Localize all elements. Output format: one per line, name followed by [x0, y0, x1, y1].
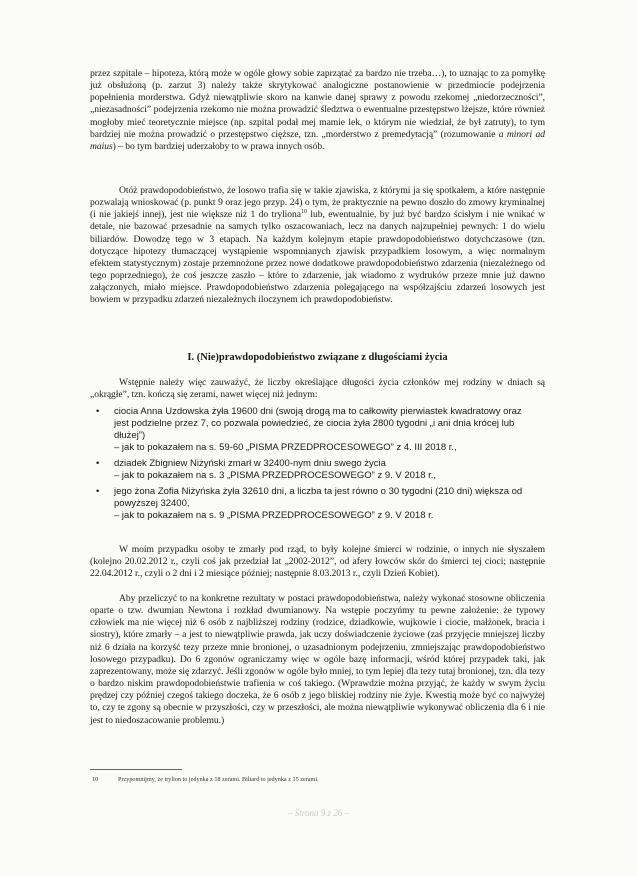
footnote [92, 776, 319, 783]
list-item [96, 406, 526, 454]
list-item [96, 486, 526, 522]
footnote-text: Przypomnijmy, że trylion to jedynka z 18 zerami. Biliard to jedynka z 15 zerami. [118, 776, 319, 783]
bullet-icon: • [96, 486, 100, 497]
paragraph-1 [90, 68, 545, 153]
paragraph-1-text: przez szpitale – hipoteza, którą może w ogóle głowy sobie zaprzątać za bardzo nie trzeba…), to uznając to za pomyłkę już obsłużoną (p. zarzut 3) należy także skrytykować analogiczne postanowienie w przedmiocie podejrzenia popełnienia morderstwa. Gdyż niewątpliwie skoro na kanwie danej sprawy z powodu rzekomej „niedorzeczności”, „niezasadności” podejrzenia rzekomo nie można prowadzić śledztwa o ewentualne przestępstwo lżejsze, które również mogłoby mieć teoretycznie miejsce (np. szpital podał mej mamie lek, o którym nie wiedział, że był zatruty), to tym bardziej nie można prowadzić o przestępstwo cięższe, tzn. „morderstwo z premedytacją” (rozumowanie [90, 68, 545, 140]
life-length-list [96, 406, 526, 526]
paragraph-2 [90, 185, 545, 307]
section-heading: I. (Nie)prawdopodobieństwo związane z długościami życia [187, 352, 448, 363]
paragraph-2-text-b: lub, ewentualnie, by już być bardzo ścisłym i nie wnikać w detale, nie bazować przesadnie na samych tylko oszacowaniach, lecz na danych najzupełniej pewnych: 1 do wielu biliardów. Dowodzę tego w 3 etapach. Na każdym kolejnym etapie prawdopodobieństwo dotychczasowe (tzn. dotyczące hipotezy tłumaczącej wystąpienie wspomnianych zjawisk przypadkiem losowym, a więc normalnym efektem statystycznym) zostaje przemnożone przez nowe dodatkowe prawdopodobieństwo zdarzenia (niezależnego od tego poprzedniego), że coś jeszcze zaszło – które to zdarzenie, jak wiadomo z wydruków przeze mnie już dawno załączonych, miało miejsce. Prawdopodobieństwo zdarzenia polegającego na współzajściu zdarzeń losowych jest bowiem w przypadku zdarzeń niezależnych iloczynem ich prawdopodobieństw. [90, 209, 545, 306]
footnote-ref-10: 10 [301, 209, 307, 216]
paragraph-1-tail: ) – bo tym bardziej uderzałoby to w prawa innych osób. [112, 140, 325, 152]
list-item-reference: – jak to pokazałem na s. 9 „PISMA PRZEDPROCESOWEGO” z 9. V 2018 r. [114, 510, 434, 521]
list-item [96, 458, 526, 482]
latin-phrase: a minori ad maius [90, 128, 545, 152]
paragraph-5: Aby przeliczyć to na konkretne rezultaty w postaci prawdopodobieństwa, należy wykonać stosowne obliczenia oparte o tzw. dwumian Newtona i rozkład dwumianowy. Na wstępie poczyńmy tu pewne założenie: że typowy człowiek ma nie więcej niż 6 osób z najbliższej rodziny (rodzice, dziadkowie, wujkowie i ciocie, małżonek, bracia i siostry), które zmarły – a jest to niewątpliwie prawda, jak uczy doświadczenie życiowe (zaś przyjęcie mniejszej liczby niż 6 działa na korzyść tezy przeze mnie bronionej, o uzasadnionym podejrzeniu, zmniejszając prawdopodobieństwo losowego przypadku). Do 6 zgonów ograniczamy więc w ogóle bazę informacji, wśród której przypadek taki, jak zaprezentowany, może się zdarzyć. Jeśli zgonów w ogóle było mniej, to tym lepiej dla tezy tutaj bronionej, tzn. dla tezy o bardzo niskim prawdopodobieństwie trafienia w coś takiego. (Wprawdzie można przyjąć, że każdy w swym życiu prędzej czy później czegoś takiego doczeka, że 6 osób z jego bliskiej rodziny nie żyje. Kwestią może być co najwyżej to, czy te zgony są obecnie w przyszłości, czy w przeszłości, ale można niewątpliwie wykonywać obliczenia dla 6 i nie jest to niedoszacowanie problemu.) [90, 593, 545, 726]
list-item-text: dziadek Zbigniew Niżyński zmarł w 32400-nym dniu swego życia [114, 458, 386, 469]
list-item-text: ciocia Anna Uzdowska żyła 19600 dni (swoją drogą ma to całkowity pierwiastek kwadratowy oraz jest podzielne przez 7, co pozwala powiedzieć, że ciocia żyła 2800 tygodni „i ani dnia krócej lub dłużej”) [114, 406, 522, 441]
list-item-reference: – jak to pokazałem na s. 3 „PISMA PRZEDPROCESOWEGO” z 9. V 2018 r., [114, 470, 437, 481]
bullet-icon: • [96, 458, 100, 469]
paragraph-2-text-a: Otóż prawdopodobieństwo, że losowo trafia się w takie zjawiska, z którymi ja się spotkałem, a które następnie pozwalają wnioskować (p. punkt 9 oraz jego przyp. 24) o tym, że praktycznie na pewno doszło do zmowy kryminalnej (i nie jakiejś innej), jest nie większe niż 1 do tryliona [90, 185, 545, 221]
footnote-divider [90, 769, 182, 770]
list-item-reference: – jak to pokazałem na s. 59-60 „PISMA PRZEDPROCESOWEGO” z 4. III 2018 r., [114, 442, 457, 453]
page-number: – Strona 9 z 26 – [288, 808, 349, 818]
bullet-icon: • [96, 406, 100, 417]
footnote-number: 10 [92, 776, 99, 783]
paragraph-3: Wstępnie należy więc zauważyć, że liczby określające długości życia członków mej rodziny w dniach są „okrągłe”, tzn. kończą się zerami, nawet więcej niż jednym: [90, 377, 545, 401]
list-item-text: jego żona Zofia Niżyńska żyła 32610 dni, a liczba ta jest równo o 30 tygodni (210 dni) większa od powyższej 32400, [114, 486, 523, 509]
paragraph-4: W moim przypadku osoby te zmarły pod rząd, to były kolejne śmierci w rodzinie, o innych nie słyszałem (kolejno 20.02.2012 r., czyli coś jak przedział lat „2002-2012”, od afery łowców skór do śmierci tej cioci; następnie 22.04.2012 r., czyli o 2 dni i 2 miesiące później; następnie 8.03.2013 r., czyli Dzień Kobiet). [90, 544, 545, 580]
